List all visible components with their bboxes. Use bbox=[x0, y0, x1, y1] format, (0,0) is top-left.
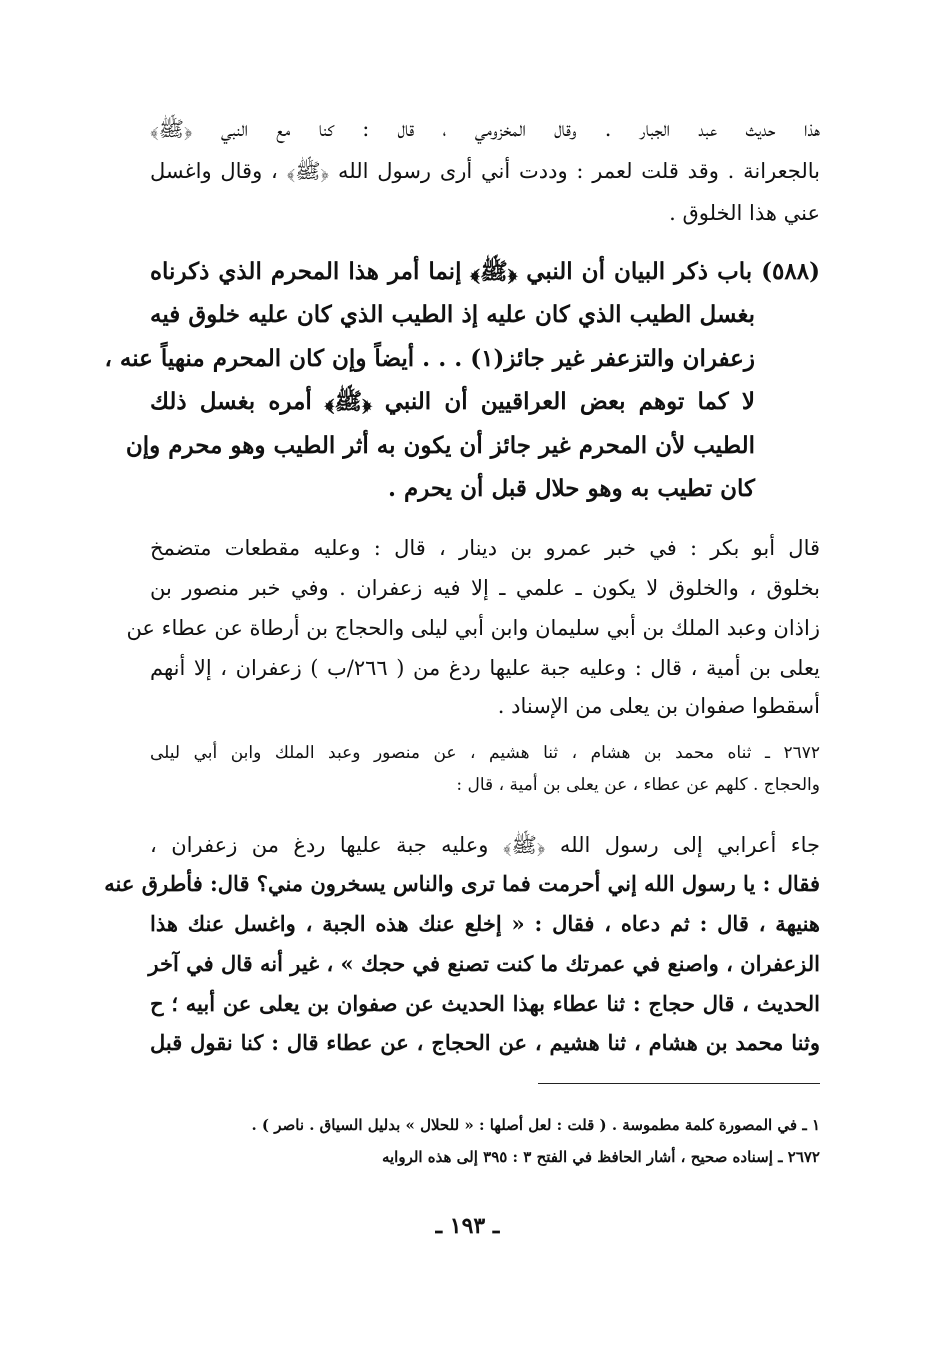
footnote-2: ٢٦٧٢ ـ إسناده صحيح ، أشار الحافظ في الفتح ٣ : ٣٩٥ إلى هذه الروايه bbox=[381, 1148, 820, 1166]
text-line: هذا حديث عبد الجبار . وقال المخزومي ، قال : كنا مع النبي ﴿ﷺ﴾ bbox=[150, 117, 820, 141]
bab-heading-line: الطيب لأن المحرم غير جائز أن يكون به أثر الطيب وهو محرم وإن bbox=[125, 432, 755, 459]
isnad-line: والحجاج . كلهم عن عطاء ، عن يعلى بن أمية ، قال : bbox=[456, 775, 820, 795]
hadith-line: فقال : يا رسول الله إني أحرمت فما ترى والناس يسخرون مني؟ قال: فأطرق عنه bbox=[104, 871, 820, 896]
footnote-1: ١ ـ في المصورة كلمة مطموسة . ( قلت : لعل أصلها : « للحلال » بدليل السياق . ناصر ) . bbox=[251, 1116, 820, 1134]
hadith-line: الزعفران ، واصنع في عمرتك ما كنت تصنع في حجك » ، غير أنه قال في آخر bbox=[148, 951, 820, 976]
hadith-line: وثنا محمد بن هشام ، ثنا هشيم ، عن الحجاج ، عن عطاء قال : كنا نقول قبل bbox=[150, 1030, 820, 1055]
bab-heading-line: لا كما توهم بعض العراقيين أن النبي ﴿ﷺ﴾ أمره بغسل ذلك bbox=[150, 388, 755, 415]
hadith-line: هنيهة ، قال : ثم دعاه ، فقال : « إخلع عنك هذه الجبة ، واغسل عنك هذا bbox=[150, 911, 820, 936]
text-line: يعلى بن أمية ، قال : وعليه جبة عليها ردغ من ( ٢٦٦/ب ) زعفران ، إلا أنهم bbox=[150, 656, 820, 680]
footnote-divider bbox=[538, 1083, 820, 1084]
hadith-line: الحديث ، قال حجاج : ثنا عطاء بهذا الحديث عن صفوان بن يعلى عن أبيه ؛ ح bbox=[150, 991, 820, 1016]
bab-heading-line: (٥٨٨) باب ذكر البيان أن النبي ﴿ﷺ﴾ إنما أمر هذا المحرم الذي ذكرناه bbox=[150, 258, 820, 285]
isnad-line: ٢٦٧٢ ـ ثناه محمد بن هشام ، ثنا هشيم ، عن منصور وعبد الملك وابن أبي ليلى bbox=[150, 743, 820, 763]
bab-heading-line: بغسل الطيب الذي كان عليه إذ الطيب الذي كان عليه خلوق فيه bbox=[150, 301, 755, 328]
bab-heading-line: كان تطيب به وهو حلال قبل أن يحرم . bbox=[387, 475, 755, 502]
text-line: زاذان وعبد الملك بن أبي سليمان وابن أبي ليلى والحجاج بن أرطاة عن عطاء عن bbox=[126, 616, 820, 640]
text-line: بالجعرانة . وقد قلت لعمر : وددت أني أرى رسول الله ﴿ﷺ﴾ ، وقال واغسل bbox=[150, 159, 820, 183]
text-line: أسقطوا صفوان بن يعلى من الإسناد . bbox=[497, 694, 820, 718]
text-line: بخلوق ، والخلوق لا يكون ـ علمي ـ إلا فيه زعفران . وفي خبر منصور بن bbox=[150, 576, 820, 600]
text-line: قال أبو بكر : في خبر عمرو بن دينار ، قال : وعليه مقطعات متضمخ bbox=[150, 536, 820, 560]
text-line: عني هذا الخلوق . bbox=[669, 201, 820, 225]
bab-heading-line: زعفران والتزعفر غير جائز(١) . . . أيضاً وإن كان المحرم منهياً عنه ، bbox=[104, 345, 755, 372]
hadith-line: جاء أعرابي إلى رسول الله ﴿ﷺ﴾ وعليه جبة عليها ردغ من زعفران ، bbox=[150, 833, 820, 857]
page-number: ـ ١٩٣ ـ bbox=[435, 1213, 500, 1239]
